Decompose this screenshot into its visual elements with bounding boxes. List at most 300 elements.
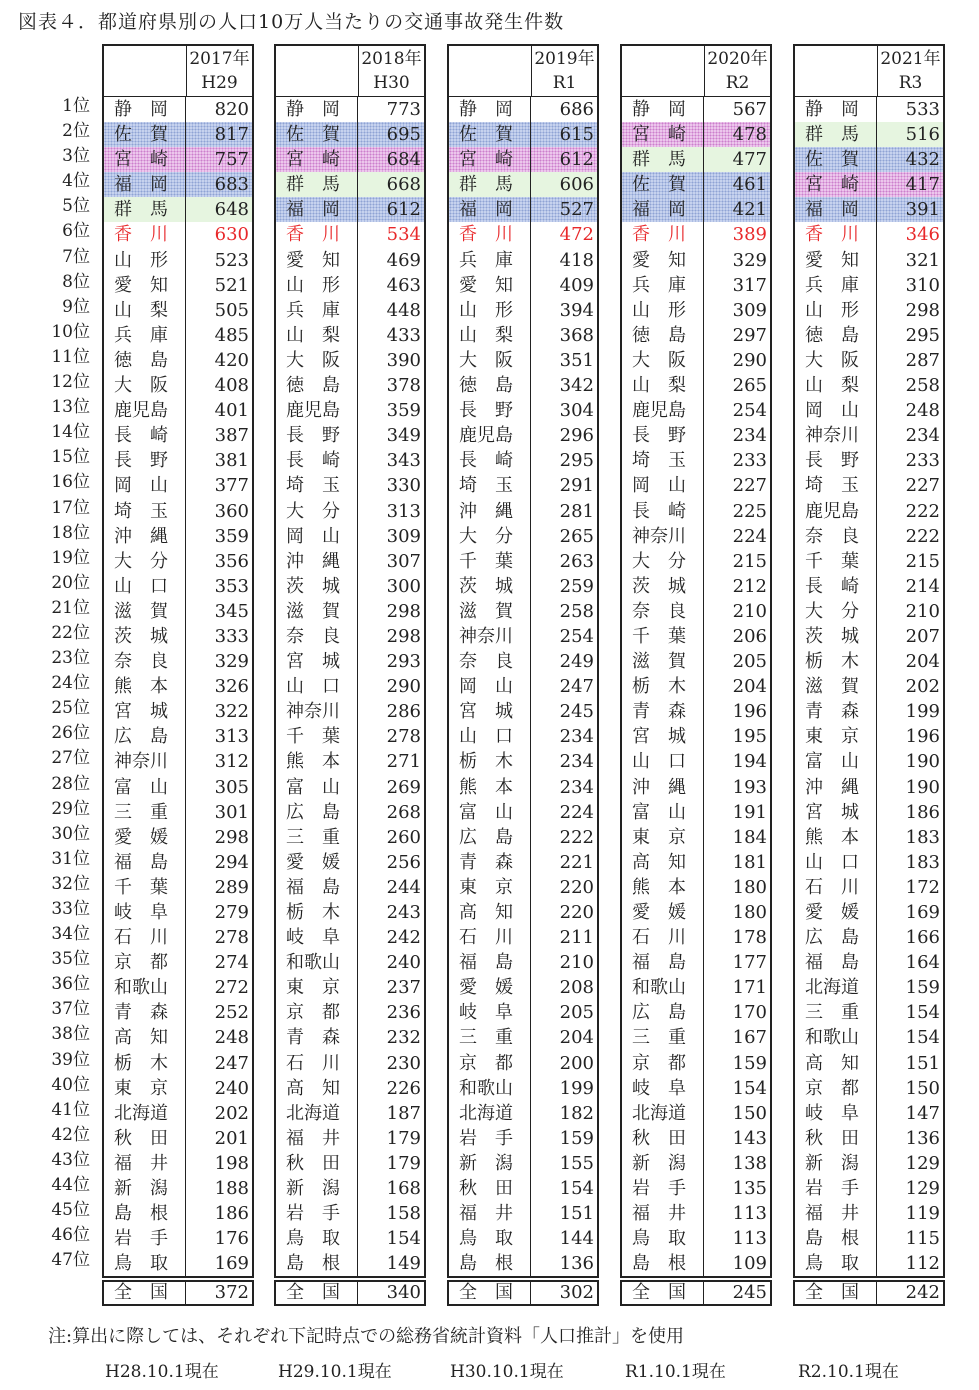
accident-count: 417: [905, 174, 940, 196]
rank-label: 3位: [62, 146, 90, 167]
accident-count: 249: [559, 651, 594, 673]
table-row: [104, 549, 252, 574]
table-row: [449, 1076, 597, 1101]
rank-label: 21位: [51, 597, 90, 618]
prefecture-name: 鹿児島: [104, 398, 186, 423]
table-row: [622, 1126, 770, 1151]
prefecture-name: 長 野: [449, 398, 531, 423]
table-row: [276, 850, 424, 875]
table-row: [449, 1101, 597, 1126]
accident-count: 187: [386, 1102, 421, 1124]
accident-count: 294: [214, 851, 249, 873]
accident-count: 109: [732, 1253, 767, 1275]
table-row: [622, 950, 770, 975]
table-row: [104, 524, 252, 549]
rank-label: 11位: [51, 346, 90, 367]
rank-label: 15位: [51, 447, 90, 468]
rank-label: 8位: [62, 271, 90, 292]
prefecture-name: 鹿児島: [276, 398, 358, 423]
prefecture-name: 福 岡: [795, 197, 877, 222]
accident-count: 224: [559, 801, 594, 823]
rank-label: 45位: [51, 1200, 90, 1221]
accident-count: 389: [732, 224, 767, 246]
prefecture-name: 山 口: [449, 724, 531, 749]
accident-count: 313: [214, 726, 249, 748]
prefecture-name: 新 潟: [449, 1151, 531, 1176]
prefecture-name: 秋 田: [795, 1126, 877, 1151]
prefecture-name: 茨 城: [795, 624, 877, 649]
prefecture-name: 和歌山: [795, 1025, 877, 1050]
prefecture-name: 岐 阜: [449, 1000, 531, 1025]
accident-count: 252: [214, 1002, 249, 1024]
year-header: [878, 46, 943, 96]
prefecture-name: 岩 手: [104, 1226, 186, 1251]
prefecture-name: 徳 島: [795, 323, 877, 348]
table-row: [449, 649, 597, 674]
table-row: [276, 1176, 424, 1201]
table-row: [449, 499, 597, 524]
accident-count: 293: [386, 651, 421, 673]
prefecture-name: 広 島: [795, 925, 877, 950]
prefecture-name: 石 川: [276, 1051, 358, 1076]
table-row: [622, 298, 770, 323]
prefecture-name: 大 阪: [104, 373, 186, 398]
prefecture-name: 兵 庫: [622, 273, 704, 298]
rank-label: 26位: [51, 723, 90, 744]
prefecture-name: 神奈川: [795, 423, 877, 448]
accident-count: 757: [214, 149, 249, 171]
accident-count: 204: [732, 676, 767, 698]
accident-count: 186: [905, 801, 940, 823]
table-row: [795, 800, 943, 825]
prefecture-name: 徳 島: [449, 373, 531, 398]
prefecture-name: 滋 賀: [276, 599, 358, 624]
national-value: 340: [386, 1282, 421, 1303]
prefecture-name: 富 山: [622, 800, 704, 825]
prefecture-name: 青 森: [795, 699, 877, 724]
prefecture-name: 神奈川: [104, 749, 186, 774]
accident-count: 232: [386, 1027, 421, 1049]
table-row: [104, 925, 252, 950]
table-row: [104, 1101, 252, 1126]
prefecture-name: 山 口: [276, 674, 358, 699]
accident-count: 321: [905, 249, 940, 271]
table-row: [795, 197, 943, 222]
prefecture-name: 神奈川: [276, 699, 358, 724]
table-row: [622, 1251, 770, 1276]
accident-count: 242: [386, 927, 421, 949]
era-label: H29: [201, 73, 238, 93]
year-label: 2020年: [707, 49, 768, 69]
table-row: [104, 1051, 252, 1076]
accident-count: 210: [732, 600, 767, 622]
accident-count: 271: [386, 751, 421, 773]
table-header: [622, 46, 770, 97]
accident-count: 181: [732, 851, 767, 873]
accident-count: 170: [732, 1002, 767, 1024]
national-total-row: [447, 1280, 599, 1306]
prefecture-name: 徳 島: [276, 373, 358, 398]
accident-count: 199: [905, 701, 940, 723]
table-row: [795, 273, 943, 298]
accident-count: 234: [559, 751, 594, 773]
accident-count: 138: [732, 1152, 767, 1174]
accident-count: 351: [559, 349, 594, 371]
prefecture-name: 大 分: [104, 549, 186, 574]
accident-count: 129: [905, 1178, 940, 1200]
accident-count: 296: [559, 425, 594, 447]
table-row: [622, 473, 770, 498]
prefecture-name: 和歌山: [622, 975, 704, 1000]
prefecture-name: 千 葉: [795, 549, 877, 574]
table-row: [104, 875, 252, 900]
accident-count: 356: [214, 550, 249, 572]
accident-count: 190: [905, 751, 940, 773]
prefecture-name: 秋 田: [449, 1176, 531, 1201]
accident-count: 289: [214, 876, 249, 898]
accident-count: 258: [559, 600, 594, 622]
accident-count: 149: [386, 1253, 421, 1275]
prefecture-name: 三 重: [795, 1000, 877, 1025]
footnote: 注:算出に際しては、それぞれ下記時点での総務省統計資料「人口推計」を使用: [48, 1326, 685, 1347]
prefecture-name: 鳥 取: [622, 1226, 704, 1251]
table-row: [104, 499, 252, 524]
national-total-row: [102, 1280, 254, 1306]
accident-count: 240: [214, 1077, 249, 1099]
table-row: [104, 624, 252, 649]
year-label: 2018年: [361, 49, 422, 69]
table-row: [622, 825, 770, 850]
prefecture-name: 福 島: [104, 850, 186, 875]
table-row: [276, 398, 424, 423]
prefecture-name: 大 阪: [622, 348, 704, 373]
accident-count: 773: [386, 99, 421, 120]
accident-count: 147: [905, 1102, 940, 1124]
prefecture-name: 岩 手: [622, 1176, 704, 1201]
accident-count: 265: [559, 525, 594, 547]
table-row: [622, 1051, 770, 1076]
year-header: [532, 46, 597, 96]
accident-count: 298: [386, 625, 421, 647]
accident-count: 206: [732, 625, 767, 647]
table-row: [104, 724, 252, 749]
accident-count: 180: [732, 876, 767, 898]
prefecture-name: 静 岡: [795, 97, 877, 122]
table-row: [276, 749, 424, 774]
prefecture-name: 岡 山: [622, 473, 704, 498]
prefecture-name: 宮 城: [449, 699, 531, 724]
national-label: 全 国: [276, 1282, 358, 1304]
table-row: [795, 97, 943, 122]
rank-label: 28位: [51, 773, 90, 794]
prefecture-name: 東 京: [622, 825, 704, 850]
accident-count: 247: [214, 1052, 249, 1074]
accident-count: 236: [386, 1002, 421, 1024]
accident-count: 115: [905, 1228, 940, 1250]
rank-label: 44位: [51, 1175, 90, 1196]
prefecture-name: 栃 木: [795, 649, 877, 674]
accident-count: 695: [386, 124, 421, 146]
rank-label: 29位: [51, 798, 90, 819]
prefecture-name: 群 馬: [104, 197, 186, 222]
prefecture-name: 宮 崎: [276, 147, 358, 172]
prefecture-name: 鳥 取: [449, 1226, 531, 1251]
table-row: [276, 122, 424, 147]
accident-count: 234: [732, 425, 767, 447]
accident-count: 349: [386, 425, 421, 447]
table-row: [104, 950, 252, 975]
prefecture-name: 島 根: [104, 1201, 186, 1226]
table-row: [276, 1126, 424, 1151]
table-row: [276, 649, 424, 674]
accident-count: 233: [905, 450, 940, 472]
table-row: [449, 97, 597, 122]
table-row: [622, 248, 770, 273]
table-row: [276, 172, 424, 197]
prefecture-name: 山 梨: [104, 298, 186, 323]
year-label: 2017年: [189, 49, 250, 69]
table-row: [795, 599, 943, 624]
accident-count: 346: [905, 224, 940, 246]
accident-count: 523: [214, 249, 249, 271]
prefecture-name: 長 野: [622, 423, 704, 448]
table-row: [104, 373, 252, 398]
prefecture-name: 富 山: [449, 800, 531, 825]
table-row: [622, 599, 770, 624]
table-row: [104, 749, 252, 774]
accident-count: 113: [732, 1203, 767, 1225]
accident-count: 313: [386, 500, 421, 522]
accident-count: 143: [732, 1127, 767, 1149]
table-row: [449, 775, 597, 800]
accident-count: 179: [386, 1152, 421, 1174]
prefecture-name: 京 都: [104, 950, 186, 975]
prefecture-name: 沖 縄: [795, 775, 877, 800]
table-row: [622, 1025, 770, 1050]
prefecture-name: 佐 賀: [104, 122, 186, 147]
prefecture-name: 富 山: [795, 749, 877, 774]
table-row: [622, 574, 770, 599]
table-row: [104, 248, 252, 273]
table-row: [449, 122, 597, 147]
prefecture-name: 福 井: [449, 1201, 531, 1226]
table-row: [795, 574, 943, 599]
table-row: [795, 147, 943, 172]
table-row: [622, 524, 770, 549]
prefecture-name: 佐 賀: [276, 122, 358, 147]
accident-count: 210: [559, 952, 594, 974]
table-row: [276, 499, 424, 524]
prefecture-name: 宮 城: [795, 800, 877, 825]
accident-count: 686: [559, 99, 594, 120]
rank-label: 43位: [51, 1149, 90, 1170]
table-row: [622, 674, 770, 699]
accident-count: 298: [214, 826, 249, 848]
rank-label: 23位: [51, 648, 90, 669]
accident-count: 359: [214, 525, 249, 547]
accident-count: 295: [559, 450, 594, 472]
accident-count: 326: [214, 676, 249, 698]
prefecture-name: 岡 山: [449, 674, 531, 699]
prefecture-name: 大 分: [795, 599, 877, 624]
table-row: [795, 549, 943, 574]
table-row: [276, 549, 424, 574]
accident-count: 606: [559, 174, 594, 196]
prefecture-name: 北海道: [795, 975, 877, 1000]
table-row: [449, 699, 597, 724]
table-row: [104, 825, 252, 850]
table-row: [622, 1000, 770, 1025]
accident-count: 615: [559, 124, 594, 146]
accident-count: 151: [905, 1052, 940, 1074]
table-row: [276, 448, 424, 473]
table-row: [795, 624, 943, 649]
table-row: [276, 875, 424, 900]
table-row: [449, 549, 597, 574]
table-row: [449, 348, 597, 373]
year-column: [274, 44, 426, 1278]
table-row: [622, 925, 770, 950]
table-row: [449, 624, 597, 649]
rank-label: 42位: [51, 1124, 90, 1145]
prefecture-name: 埼 玉: [276, 473, 358, 498]
table-row: [449, 172, 597, 197]
table-row: [449, 323, 597, 348]
table-row: [622, 348, 770, 373]
prefecture-name: 京 都: [795, 1076, 877, 1101]
prefecture-name: 富 山: [276, 775, 358, 800]
accident-count: 353: [214, 575, 249, 597]
national-label: 全 国: [622, 1282, 704, 1304]
table-row: [449, 800, 597, 825]
table-row: [276, 975, 424, 1000]
accident-count: 154: [905, 1027, 940, 1049]
table-row: [622, 699, 770, 724]
accident-count: 211: [559, 927, 594, 949]
prefecture-name: 沖 縄: [449, 499, 531, 524]
table-row: [104, 1076, 252, 1101]
rank-label: 12位: [51, 372, 90, 393]
prefecture-name: 埼 玉: [795, 473, 877, 498]
header-blank-cell: [795, 46, 878, 96]
prefecture-name: 三 重: [104, 800, 186, 825]
table-row: [104, 197, 252, 222]
table-row: [622, 975, 770, 1000]
national-total-row: [274, 1280, 426, 1306]
accident-count: 377: [214, 475, 249, 497]
national-value: 372: [214, 1282, 249, 1303]
prefecture-name: 奈 良: [622, 599, 704, 624]
accident-count: 243: [386, 902, 421, 923]
accident-count: 234: [559, 776, 594, 798]
accident-count: 421: [732, 199, 767, 221]
table-row: [449, 473, 597, 498]
table-row: [276, 1000, 424, 1025]
rank-label: 4位: [62, 171, 90, 192]
prefecture-name: 香 川: [104, 222, 186, 247]
table-row: [276, 775, 424, 800]
table-row: [795, 1025, 943, 1050]
accident-count: 177: [732, 952, 767, 974]
table-row: [276, 1101, 424, 1126]
prefecture-name: 鳥 取: [104, 1251, 186, 1276]
accident-count: 329: [732, 249, 767, 271]
table-row: [795, 1201, 943, 1226]
prefecture-name: 千 葉: [276, 724, 358, 749]
document-title: 図表４．都道府県別の人口10万人当たりの交通事故発生件数: [18, 11, 565, 33]
prefecture-name: 和歌山: [449, 1076, 531, 1101]
prefecture-name: 千 葉: [622, 624, 704, 649]
accident-count: 301: [214, 801, 249, 823]
prefecture-name: 静 岡: [622, 97, 704, 122]
table-row: [449, 448, 597, 473]
table-row: [622, 97, 770, 122]
accident-count: 394: [559, 299, 594, 321]
accident-count: 179: [386, 1127, 421, 1149]
prefecture-name: 宮 城: [622, 724, 704, 749]
accident-count: 176: [214, 1228, 249, 1250]
prefecture-name: 長 崎: [622, 499, 704, 524]
year-label: 2019年: [534, 49, 595, 69]
accident-count: 387: [214, 425, 249, 447]
table-row: [276, 699, 424, 724]
table-row: [449, 248, 597, 273]
table-row: [104, 448, 252, 473]
accident-count: 420: [214, 349, 249, 371]
population-date-note: H29.10.1現在: [278, 1362, 392, 1382]
prefecture-name: 徳 島: [104, 348, 186, 373]
table-row: [622, 800, 770, 825]
accident-count: 368: [559, 324, 594, 346]
table-row: [795, 1226, 943, 1251]
table-row: [104, 1000, 252, 1025]
table-row: [795, 348, 943, 373]
prefecture-name: 長 野: [104, 448, 186, 473]
prefecture-name: 福 井: [622, 1201, 704, 1226]
prefecture-name: 群 馬: [449, 172, 531, 197]
accident-count: 290: [386, 676, 421, 698]
table-row: [795, 448, 943, 473]
ranking-table: [102, 44, 254, 1278]
prefecture-name: 高 知: [622, 850, 704, 875]
accident-count: 159: [905, 977, 940, 999]
accident-count: 212: [732, 575, 767, 597]
accident-count: 612: [559, 149, 594, 171]
prefecture-name: 神奈川: [622, 524, 704, 549]
accident-count: 505: [214, 299, 249, 321]
prefecture-name: 長 野: [795, 448, 877, 473]
table-row: [795, 473, 943, 498]
prefecture-name: 愛 媛: [276, 850, 358, 875]
table-row: [276, 674, 424, 699]
prefecture-name: 滋 賀: [622, 649, 704, 674]
national-label: 全 国: [104, 1282, 186, 1304]
accident-count: 186: [214, 1203, 249, 1225]
table-row: [795, 975, 943, 1000]
national-label: 全 国: [795, 1282, 877, 1304]
table-row: [622, 1101, 770, 1126]
prefecture-name: 岩 手: [795, 1176, 877, 1201]
table-row: [276, 197, 424, 222]
accident-count: 281: [559, 500, 594, 522]
table-header: [449, 46, 597, 97]
accident-count: 329: [214, 651, 249, 673]
prefecture-name: 山 形: [449, 298, 531, 323]
prefecture-name: 福 島: [449, 950, 531, 975]
table-row: [449, 1226, 597, 1251]
population-date-note: H30.10.1現在: [450, 1362, 564, 1382]
accident-count: 290: [732, 349, 767, 371]
